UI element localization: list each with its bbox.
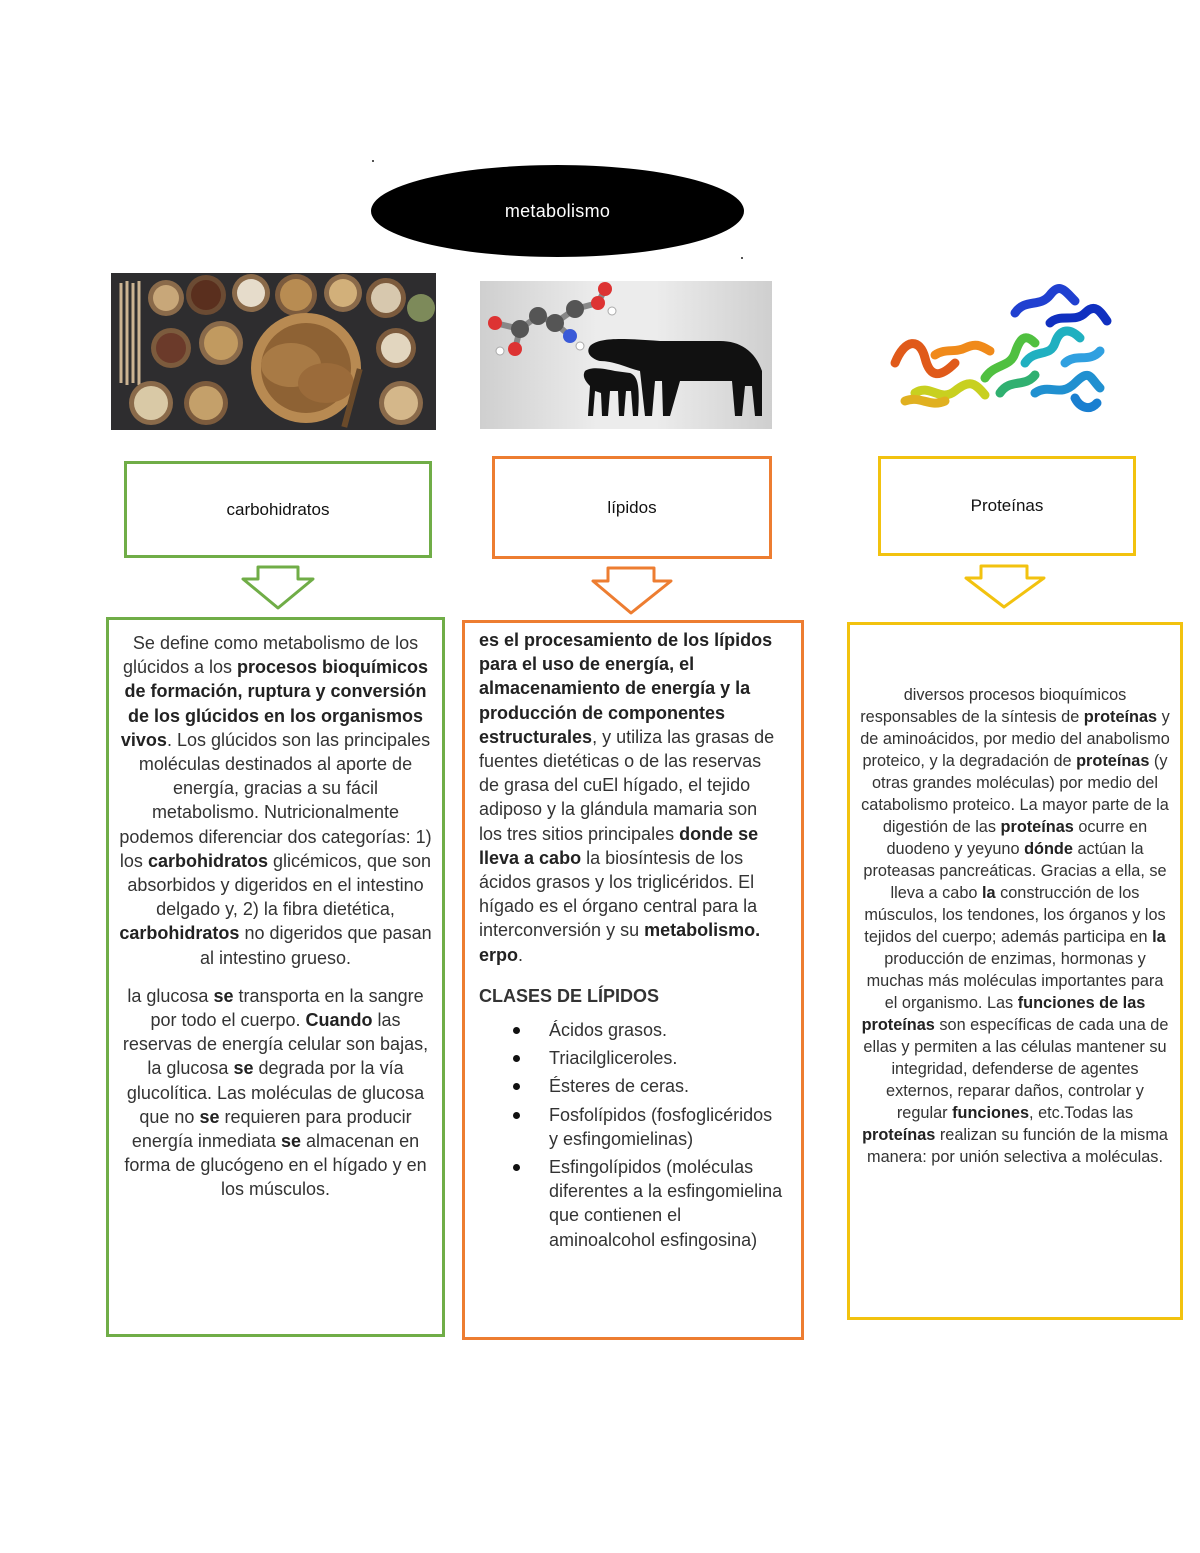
- text-run: carbohidratos: [119, 923, 240, 944]
- list-item: Ácidos grasos.: [549, 1018, 785, 1042]
- proteins-image: [875, 283, 1120, 423]
- text-run: transporta en la sangre por todo el cuerpo.: [150, 985, 424, 1031]
- text-run: proteínas: [862, 1126, 936, 1144]
- text-run: almacenan en forma de glucógeno en el hígado y en los músculos.: [124, 1131, 427, 1200]
- title-text: metabolismo: [504, 200, 611, 221]
- text-run: actúan la proteasas pancreáticas. Gracias a ella, se lleva a cabo: [863, 840, 1167, 902]
- text-run: se: [280, 1131, 302, 1152]
- text-run: producción de enzimas, hormonas y muchas más moléculas importantes para el organismo. Las: [866, 950, 1164, 1012]
- text-run: carbohidratos: [147, 850, 268, 871]
- list-item: Triacilgliceroles.: [549, 1046, 785, 1070]
- text-run: construcción de los músculos, los tendones, los órganos y los tejidos del cuerpo; además participa en: [864, 884, 1166, 946]
- text-run: Se define como metabolismo de los glúcidos a los: [122, 633, 419, 678]
- carbohydrates-paragraph-2: [119, 984, 432, 1202]
- text-run: diversos procesos bioquímicos responsables de la síntesis de: [860, 686, 1127, 726]
- text-run: proteínas: [1076, 752, 1150, 770]
- text-run: degrada por la vía glucolítica. Las moléculas de glucosa que no: [126, 1058, 425, 1127]
- lipids-label: lípidos: [607, 497, 657, 517]
- text-run: (y otras grandes moléculas) por medio del catabolismo proteico. La mayor parte de la digestión de las: [861, 752, 1169, 836]
- text-run: se: [213, 985, 234, 1006]
- proteins-arrow-icon: [963, 564, 1047, 610]
- text-run: las reservas de energía celular son bajas, la glucosa: [122, 1010, 429, 1079]
- text-run: la: [981, 884, 996, 902]
- text-run: proteínas: [1083, 708, 1158, 726]
- carbohydrates-paragraph-1: [119, 631, 432, 970]
- text-run: Cuando: [305, 1010, 373, 1031]
- carbohydrates-label: carbohidratos: [226, 499, 330, 519]
- carbohydrates-box: [124, 461, 432, 558]
- list-item: Esfingolípidos (moléculas diferentes a la esfingomielina que contienen el aminoalcohol esfingosina): [549, 1155, 785, 1252]
- carbohydrates-image: [111, 273, 436, 430]
- proteins-box: [878, 456, 1136, 556]
- proteins-description: [847, 622, 1183, 1320]
- lipids-image: [480, 281, 772, 429]
- text-run: requieren para producir energía inmediata: [131, 1106, 412, 1152]
- carbohydrates-arrow-icon: [240, 565, 316, 611]
- text-run: y de aminoácidos, por medio del anabolismo proteico, y la degradación de: [860, 708, 1170, 770]
- text-run: . Los glúcidos son las principales moléculas destinados al aporte de energía, gracias a su fácil metabolismo. Nutricionalmente podemos diferenciar dos categorías: 1) los: [119, 729, 432, 871]
- stray-dot: [372, 160, 374, 162]
- stray-dot: [741, 257, 743, 259]
- lipids-description: [462, 620, 804, 1340]
- lipids-arrow-icon: [590, 566, 674, 616]
- text-run: procesos bioquímicos de formación, ruptura y conversión de los glúcidos en los organismos vivos: [120, 657, 429, 750]
- text-run: se: [233, 1058, 254, 1079]
- list-item: Fosfolípidos (fosfoglicéridos y esfingomielinas): [549, 1103, 785, 1151]
- text-run: funciones de las proteínas: [861, 994, 1146, 1034]
- carbohydrates-description: [106, 617, 445, 1337]
- text-run: funciones: [952, 1104, 1030, 1122]
- text-run: .: [518, 944, 524, 965]
- text-run: la glucosa: [127, 985, 214, 1006]
- list-item: Ésteres de ceras.: [549, 1074, 785, 1098]
- text-run: no digeridos que pasan al intestino grueso.: [199, 923, 432, 968]
- text-run: , y utiliza las grasas de fuentes dietéticas o de las reservas de grasa del cuEl hígado, el tejido adiposo y la glándula mamaria son los tres sitios principales: [479, 726, 775, 844]
- text-run: se: [199, 1106, 220, 1127]
- lipids-box: [492, 456, 772, 559]
- proteins-paragraph: [860, 684, 1170, 1168]
- text-run: glicémicos, que son absorbidos y digeridos en el intestino delgado y, 2) la fibra dietética,: [127, 850, 432, 920]
- text-run: son específicas de cada una de ellas y permiten a las células mantener su integridad, defenderse de agentes externos, reparar daños, controlar y regular: [863, 1016, 1169, 1122]
- text-run: dónde: [1024, 840, 1073, 858]
- text-run: proteínas: [1000, 818, 1074, 836]
- title-ellipse: [371, 165, 744, 257]
- lipid-classes-list: [479, 1018, 785, 1252]
- proteins-label: Proteínas: [970, 496, 1044, 515]
- lipids-paragraph-1: [479, 628, 785, 967]
- text-run: , etc.Todas las: [1029, 1104, 1134, 1122]
- text-run: erpo: [479, 944, 519, 965]
- text-run: realizan su función de la misma manera: por unión selectiva a moléculas.: [867, 1126, 1168, 1166]
- text-run: ocurre en duodeno y yeyuno: [886, 818, 1148, 858]
- text-run: la: [1152, 928, 1166, 946]
- text-run: metabolismo.: [644, 920, 761, 941]
- text-run: es el procesamiento de los lípidos para el uso de energía, el almacenamiento de energía y la producción de componentes estructurales: [479, 630, 773, 747]
- lipid-classes-heading: CLASES DE LÍPIDOS: [479, 985, 660, 1006]
- text-run: la biosíntesis de los ácidos grasos y los triglicéridos. El hígado es el órgano central para la interconversión y su: [479, 847, 758, 941]
- text-run: donde se lleva a cabo: [479, 823, 759, 868]
